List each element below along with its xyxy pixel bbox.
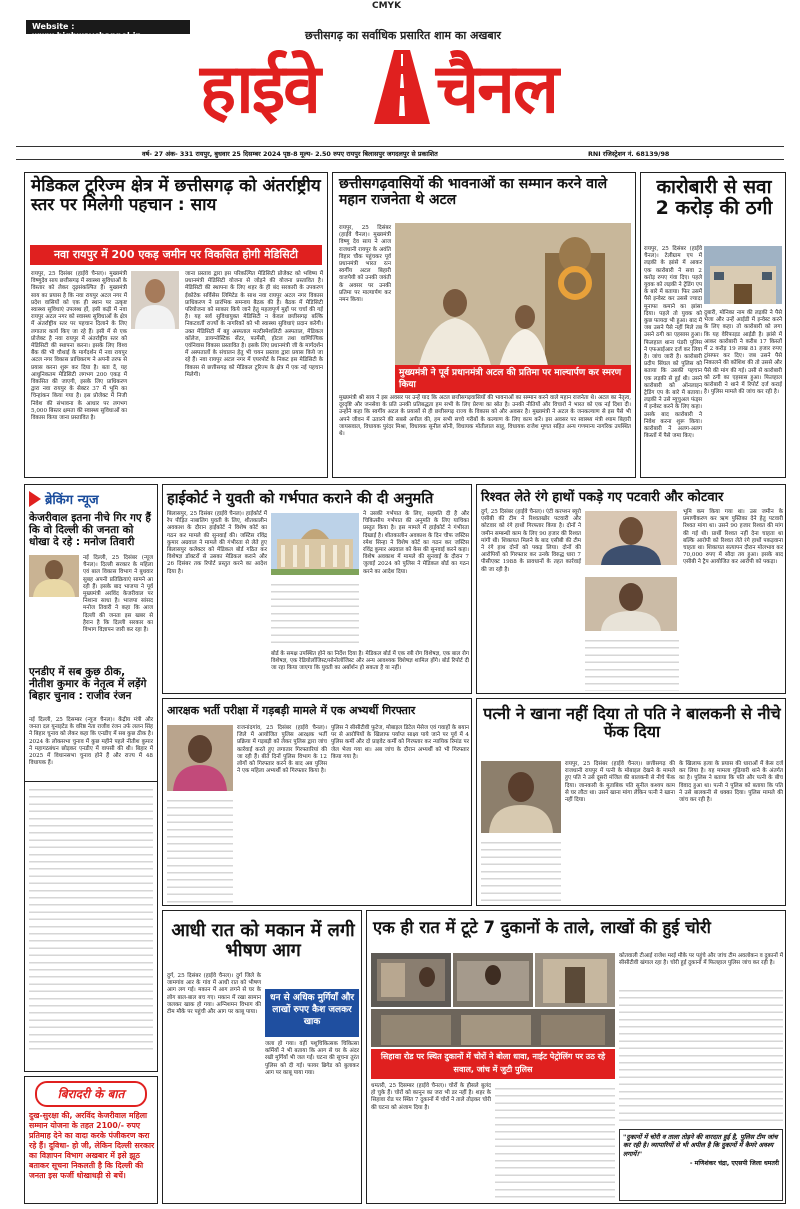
quote-box bbox=[619, 1129, 783, 1201]
story-highcourt bbox=[162, 484, 472, 694]
story-col-2: कोतवाली टीआई राजेश मरई मौके पर पहुंचे और जांच टीम अवलोकन व दुकानों में सीसीटीवी खंगाल रहा है। चोरी हुई दुकानों में फिलहाल पुलिस जांच कर रही है। bbox=[619, 953, 783, 967]
caption-text: सिहावा रोड पर स्थित दुकानों में चोरों ने बोला धावा, नाईट पेट्रोलिंग पर उठ रहे सवाल, जांच में जुटी पुलिस bbox=[380, 1052, 606, 1074]
story-col-1: धमतरी, 25 दिसम्बर (हाईवे चैनल)। चोरों के हौसले बुलंद हो चुके हैं। चोरों को कानून का जरा भी डर नहीं है। शहर के सिहावा रोड पर स्थित 7 दुकानों में चोरों ने ताले तोड़कर चोरी की घटना को अंजाम दिया है। bbox=[371, 1083, 491, 1111]
breaking-headline-1: केजरीवाल इतना नीचे गिर गए हैं कि वो दिल्ली की जनता को धोखा दे रहे : मनोज तिवारी bbox=[29, 512, 151, 548]
story-col-2: के खिलाफ हत्या के प्रयास की धाराओं में केस दर्ज कर लिया है। यह मामला गुढ़ियारी थाने के अंतर्गत का है। पुलिस ने बताया कि पति और पत्नी के बीच विवाद हुआ था। पत्नी ने पुलिस को बताया कि पति ने उसे बालकनी से धक्का दिया। पुलिस मामले की जांच कर रही है। bbox=[679, 761, 783, 804]
breaking-text-2-cont bbox=[29, 784, 153, 1054]
story-col-3: बोर्ड के समक्ष उपस्थित होने का निर्देश दिया है। मेडिकल बोर्ड में एक स्त्री रोग विशेषज्ञ, एक बाल रोग विशेषज्ञ, एक रेडियोलॉजिस्ट/सोनोलॉजिस्ट और अन्य आवश्यक विशेषज्ञ शामिल होंगे। बोर्ड रिपोर्ट दी जा रहा किया जाएगा कि युवती का अबॉर्शन हो सकता है या नहीं। bbox=[271, 651, 469, 672]
story-theft bbox=[366, 910, 786, 1204]
story-col-1b bbox=[167, 795, 233, 903]
headline: पत्नी ने खाना नहीं दिया तो पति ने बालकनी से नीचे फेंक दिया bbox=[483, 704, 781, 741]
highlight-text: धन से अधिक मुर्गियाँ और लाखों रुपए कैश जलकर खाक bbox=[269, 993, 355, 1027]
story-col-2: ने उसकी गर्भपात के लिए, सहमति दी है और चिकित्सीय गर्भपात की अनुमति के लिए याचिका प्रस्तुत किया है। इस मामले में हाईकोर्ट ने गंभीरता दिखाई है। शीतकालीन अवकाश के दिन चौफ जस्टिस रमेश सिन्हा ने विशेष कोर्ट का गठन कर जस्टिस रविंद्र कुमार अग्रवाल को केस की सुनवाई करने कहा। विशेष अवकाश में मामले की सुनवाई के दौरान 7 जुलाई 2024 को पुलिस ने मेडिकल बोर्ड का गठन करने का आदेश दिया। bbox=[363, 511, 469, 575]
shop-photo-1 bbox=[371, 953, 451, 1007]
headline: आरक्षक भर्ती परीक्षा में गड़बड़ी मामले में एक अभ्यर्थी गिरफ्तार bbox=[167, 704, 416, 717]
accused-photo-1 bbox=[167, 725, 233, 791]
highlight-box bbox=[265, 989, 359, 1037]
headline: आधी रात को मकान में लगी भीषण आग bbox=[171, 920, 355, 962]
story-col-1b bbox=[495, 1083, 615, 1201]
masthead bbox=[190, 40, 610, 140]
cm-portrait-photo bbox=[131, 271, 179, 329]
story-col-2b bbox=[619, 985, 783, 1125]
issue-line: वर्ष- 27 अंक- 331 रायपुर, बुधवार 25 दिसम्बर 2024 पृष्ठ-8 मूल्य- 2.50 रुपए रायपुर बिलासपुर जगदलपुर से प्रकाशित bbox=[142, 150, 438, 158]
manoj-tiwari-photo bbox=[29, 555, 79, 597]
story-col-2: जला हो गया। वहीं पशुचिकित्सक चिकित्सा कर्मियों ने भी बताया कि आग से घर के अंदर रखी मुर्गियाँ भी जल गईं। घटना की सूचना तुरंत पुलिस को दी गई। फायर ब्रिगेड को बुलाकर आग पर काबू पाया गया। bbox=[265, 1041, 359, 1076]
story-col-1b bbox=[585, 635, 679, 691]
quote-text: "दुकानों में चोरी व ताला तोड़ने की वारदात हुई है, पुलिस टीम जांच कर रही है। व्यापारियों से भी अपील है कि दुकानों में कैमरे अवश्य लगायें।" bbox=[623, 1133, 778, 1158]
breaking-text-1b bbox=[29, 601, 153, 665]
highcourt-photo bbox=[271, 513, 359, 575]
fraud-col-2: दुबारी, मोनिका नाम की लड़की ने पैसे भेजा और उन्हें आईडी में इन्वेस्ट करने के लिए कहा। तो कारोबारी को लगा कि यह वेरिफाइड आईडी है। झांसे में आकर कारोबारी ने करीब 17 किस्तों में 2 करोड़ 19 लाख 81 हजार रुपए ट्रांसफर कर दिए। जब उसने पैसे निकालने की कोशिश की तो उससे और पैसे की मांग की गई। उसी से कारोबारी को ठगी का एहसास हुआ। फिलहाल कारोबारी ने थाने में रिपोर्ट दर्ज कराई है। पुलिस मामले की जांच कर रही है। bbox=[704, 310, 782, 396]
story-col-2: मुख्यमंत्री श्री साय ने इस अवसर पर उन्हें याद कि अटल छत्तीसगढ़वासियों की भावनाओं का सम्मान करने वाले महान राजनेता थे। अटल का नेतृत्व, दूरदृष्टि और जनसेवा के प्रति उनकी प्रतिबद्धता हम सभी के लिए प्रेरणा का स्रोत है। उनकी नीतियों और विचारों ने भारत को एक नई दिशा दी। उन्होंने कहा कि स्वर्गीय अटल के प्रयासों से ही छत्तीसगढ़ राज्य के विकास को और अवसर है। मुख्यमंत्री ने अटल के जनकल्याण से इस पैसे भी अपने जीवन में उतारने की सबसे अपील की, हम सभी सच्चे गरीबों के कल्याण के लिए काम करें। इस अवसर पर स्वास्थ्य मंत्री श्याम बिहारी जायसवाल, विधायक पुरंदर मिश्रा, विधायक सुनील सोनी, विधायक मोतीलाल साहू, विधायक राजेश मूणत सहित अन्य गणमान्य नागरिक उपस्थित थे। bbox=[339, 395, 631, 438]
story-col-1: राजनांदगांव, 25 दिसंबर (हाईवे चैनल)। जिले में आयोजित पुलिस आरक्षक भर्ती प्रक्रिया में गड़बड़ी को लेकर पुलिस द्वारा जांच कार्रवाई करते हुए लगातार गिरफ्तारियां की जा रही हैं। बीते दिनों पुलिस विभाग के 12 लोगों को गिरफ्तार करने के बाद अब पुलिस ने एक महिला अभ्यर्थी को गिरफ्तार किया है। bbox=[237, 725, 327, 775]
accused-husband-photo bbox=[481, 761, 561, 833]
shop-photo-3 bbox=[535, 953, 615, 1007]
story-atal bbox=[332, 172, 636, 478]
shop-photo-4 bbox=[371, 1009, 615, 1047]
photo-caption bbox=[395, 365, 631, 393]
cmyk-mark: CMYK bbox=[372, 1, 402, 11]
breaking-label: ब्रेकिंग न्यूज bbox=[45, 493, 99, 508]
story-col-2: भूमि कम किया गया था। उस जमीन के प्रमाणीकरण कर ऋण पुस्तिका देने हेतु पटवारी रिश्वत मांगा था। उसने 90 हजार रिश्वत की मांग की गई थी। प्रार्थी रिश्वत नहीं देना चाहता था बल्कि आरोपी को रिश्वत लेते रंगे हाथों पकड़वाना चाहता था। शिकायत सत्यापन दौरान मोलभाव कर 70,000 रुपए में सौदा तय हुआ। इसके बाद एसीबी ने ट्रैप आयोजित कर आरोपी को पकड़ा। bbox=[683, 509, 783, 566]
headline: एक ही रात में टूटे 7 दुकानों के ताले, लाखों की हुई चोरी bbox=[373, 918, 711, 937]
story-col-1: बिलासपुर, 25 दिसंबर (हाईवे चैनल)। हाईकोर्ट में रेप पीड़ित नाबालिग युवती के लिए, शीतकालीन अवकाश के दौरान हाईकोर्ट ने विशेष कोर्ट का गठन कर मामले की सुनवाई की। जस्टिस रविंद्र कुमार अग्रवाल ने मामले की गंभीरता से लेते हुए बिलासपुर कलेक्टर को मेडिकल बोर्ड गठित कर विशेषज्ञ डॉक्टरों से उसका मेडिकल कराने और 26 दिसंबर तक रिपोर्ट प्रस्तुत करने का आदेश दिया है। bbox=[167, 511, 267, 575]
patwari-photo bbox=[585, 511, 677, 565]
headline: हाईकोर्ट ने युवती को गर्भपात कराने की दी अनुमति bbox=[167, 491, 434, 507]
headline: छत्तीसगढ़वासियों की भावनाओं का सम्मान करने वाले महान राजनेता थे अटल bbox=[339, 176, 608, 208]
story-recruitment bbox=[162, 698, 472, 906]
ad-biradari bbox=[24, 1076, 158, 1204]
masthead-word-2: चैनल bbox=[436, 50, 558, 129]
kotwar-photo bbox=[585, 577, 677, 631]
breaking-label-box bbox=[29, 489, 153, 509]
road-logo-icon bbox=[372, 46, 432, 126]
story-col-2b bbox=[271, 579, 359, 649]
story-col-2: जाना प्रस्ताव द्वारा इस परिकल्पित मेडिसिटी प्रोजेक्ट को भविष्य में प्रधानमंत्री मेडिसिटी योजना से जोड़ने की योजना प्रस्तावित है। मेडिसिटी की स्थापना के लिए शहर के ही बंद सरकारी के उपकरण ईकोटेक सर्विसेस लिमिटेड के साथ नवा रायपुर अटल नगर विकास प्राधिकरण ने प्रारंभिक समन्वय बैठक की है। बैठक में मेडिसिटी परियोजना को साकार किये जाने हेतु महत्वपूर्ण मुद्दों पर चर्चा की गई है। यह सर्व सुविधायुक्त मेडिसिटी न केवल छत्तीसगढ़ बल्कि निकटवर्ती राज्यों के नागरिकों को भी स्वास्थ्य सुविधाएं प्रदान करेगी। उक्त मेडिसिटी में बहु अस्पताल मल्टीस्पेशलिटी अस्पताल, मेडिकल कॉलेज, डायग्नोस्टिक सेंटर, फार्मेसी, होटल तथा वाणिज्यिक एवंनिवास विकास प्रस्तावित है। इसके लिए प्रधानमंत्री जी के मार्गदर्शन में अस्पतालों के संचालन हेतु भी चयन प्रस्ताव द्वारा प्रयास किये जा रहे हैं। नवा रायपुर अटल नगर में एयरपोर्ट के निकट इस मेडिसिटी के विकास से छत्तीसगढ़ को मेडिकल टूरिज्म के क्षेत्र में एक नई पहचान मिलेगी। bbox=[185, 271, 323, 378]
ad-lines: दुख-सुरक्षा की, अरविंद केजरीवाल महिला सम्मान योजना के तहत 2100/- रुपए प्रतिमाह देने का वादा करके पंजीकरण करा रहे हैं। दुविधा- हो जी, लेकिन दिल्ली सरकार का विज्ञापन विभाग अखबार में इसे झूठ बताकर सूचना निकलती है कि दिल्ली की जनता इस फर्जी धोखाधड़ी से बचें। bbox=[29, 1111, 155, 1180]
subhead: नवा रायपुर में 200 एकड़ जमीन पर विकसित होगी मेडिसिटी bbox=[53, 248, 299, 261]
fraud-col-1: रायपुर, 25 दिसंबर (हाईवे चैनल)। टेलीग्राम एप में लड़की के झांसे में आकर एक कारोबारी ने सवा 2 करोड़ रुपए गंवा दिए। पहले युवक को लड़की ने ट्रेडिंग एप के बारे में बताया। फिर उसमें पैसे इन्वेस्ट कर उससे ज्यादा मुनाफा कमाने का झांसा दिया। पहले तो युवक को कुछ फायदा भी हुआ। बाद में जब उसने पैसे नहीं मिले तब उसने ठगी का एहसास हुआ। फिलहाल थाना पंडरी पुलिस ने एफआईआर दर्ज कर लिया है। जांच जारी है। कारोबारी प्रदीप सिंघल को पुलिस को बताया कि उसकी पहचान एक लड़की से हुई थी। उसने कारोबारी को ऑनलाइन ट्रेडिंग एप के बारे में बताया। लड़की ने उसे म्युचुअल फंड्स में इन्वेस्ट करने के लिए कहा। उसके बाद कारोबारी ने निवेश करना शुरू किया। कारोबारी ने अलग-अलग किस्तों में पैसे जमा किए। bbox=[644, 246, 702, 440]
breaking-text-1: नई दिल्ली, 25 दिसंबर (न्यूज चैनल)। दिल्ली सरकार के महिला एवं बाल विकास विभाग ने बुधवार सुबह अपनी प्रतिक्रियाएं सामने आ रही हैं। इसके बाद भाजपा ने पूर्व मुख्यमंत्री अरविंद केजरीवाल पर निशाना साधा है। भाजपा सांसद मनोज तिवारी ने कहा कि आज दिल्ली की जनता इस खबर से हैरान है कि दिल्ली सरकार का विभाग विज्ञापन जारी कर रहा है। bbox=[83, 555, 153, 634]
story-col-2: पुलिस ने सीसीटीवी फुटेज, मोबाइल डिटेल मेसेज एवं गवाहों के बयान पर से आरोपियों के खिलाफ पर्याप्त साक्ष्य पाये जाने पर पूर्व में 4 पुलिस कर्मी और दो प्राइवेट कर्मी को गिरफ्तार कर न्यायिक रिमांड पर जेल भेजा गया था। अब जांच के दौरान अभ्यर्थी को भी गिरफ्तार किया गया है। bbox=[331, 725, 469, 760]
subhead-banner bbox=[30, 245, 322, 265]
arrow-icon bbox=[29, 491, 41, 507]
quote-by: - मणिशंकर चंद्रा, एएसपी जिला धमतरी bbox=[689, 1160, 779, 1168]
story-bribery bbox=[476, 484, 786, 694]
story-col-1: रायपुर, 25 दिसंबर (हाईवे चैनल)। छत्तीसगढ़ की राजधानी रायपुर में पत्नी के मोबाइल देखने के मामले हुए पति ने उसे दूसरी मंजिल की बालकनी से नीचे फेंक दिया। जानकारी के मुताबिक पति सुनील कश्यप काम से घर लौटा था। उसने खाना मांगा लेकिन पत्नी ने खाना नहीं दिया। bbox=[565, 761, 675, 804]
headline: रिश्वत लेते रंगे हाथों पकड़े गए पटवारी और कोटवार bbox=[481, 490, 724, 505]
story-fire bbox=[162, 910, 362, 1204]
ad-title: बिरादरी के बात bbox=[35, 1081, 147, 1107]
breaking-news bbox=[24, 484, 158, 782]
headline: कारोबारी से सवा 2 करोड़ की ठगी bbox=[655, 176, 773, 220]
shop-photo-2 bbox=[453, 953, 533, 1007]
breaking-text-2: नई दिल्ली, 25 दिसम्बर (न्यूज चैनल)। केंद्रीय मंत्री और जनता दल यूनाइटेड के वरिष्ठ नेता राजीव रंजन उर्फ ललन सिंह ने बिहार चुनाव को लेकर कहा कि एनडीए में सब कुछ ठीक है। 2024 के लोकसभा चुनाव में कुछ महीने पहले नीतीश कुमार ने महागठबंधन छोड़कर एनडीए में वापसी की थी। बिहार में 2025 में विधानसभा चुनाव होने हैं और राज्य में 48 विधायक हैं। bbox=[29, 717, 153, 767]
statue-photo bbox=[395, 223, 631, 385]
masthead-word-1: हाईवे bbox=[200, 50, 319, 129]
issue-bar bbox=[16, 146, 784, 160]
story-col-1b bbox=[481, 837, 561, 903]
story-col-1: दुर्ग, 25 दिसंबर (हाईवे चैनल)। दुर्ग जिले के जामगांव आर के गांव में आधी रात को भीषण आग लग गई। मकान में आग लगने से घर के लोग बाल-बाल बच गए। मकान में रखा सामान जलकर खाक हो गया। अग्निशमन विभाग की टीम मौके पर पहुंची और आग पर काबू पाया। bbox=[167, 973, 261, 1016]
website-label[interactable]: Website : www.highwaychannel.in bbox=[26, 20, 190, 34]
theft-caption bbox=[371, 1049, 615, 1079]
rni-number: RNI रजिस्ट्रेशन नं. 68139/98 bbox=[588, 150, 670, 158]
story-col-1: दुर्ग, 25 दिसंबर (हाईवे चैनल)। एंटी करप्शन ब्यूरो एसीबी की टीम ने रिश्वतखोर पटवारी और कोटवार को रंगे हाथों गिरफ्तार किया है। दोनों ने जमीन सम्बन्धी काम के लिए 90 हजार की रिश्वत मांगी थी। शिकायत मिलने के बाद एसीबी की टीम ने रंगे हाथ दोनों को पकड़ लिया। दोनों की आरोपियों को गिरफ्तार कर उनके विरुद्ध धारा 7 पीसीएक्ट 1988 के प्रावधानों के तहत कार्रवाई की जा रही है। bbox=[481, 509, 581, 573]
tagline: छत्तीसगढ़ का सर्वाधिक प्रसारित शाम का अखबार bbox=[304, 29, 502, 42]
story-col-1: रायपुर, 25 दिसंबर (हाईवे चैनल)। मुख्यमंत्री विष्णु देव साय ने आज राजधानी रायपुर के अवंति विहार चौक पहुंचकर पूर्व प्रधानमंत्री भारत रत्न स्वर्गीय अटल बिहारी वाजपेयी को उनकी जयंती के अवसर पर उनकी प्रतिमा पर माल्यार्पण कर नमन किया। bbox=[339, 225, 391, 304]
caption-text: मुख्यमंत्री ने पूर्व प्रधानमंत्री अटल की प्रतिमा पर माल्यार्पण कर स्मरण किया bbox=[399, 368, 622, 390]
headline: मेडिकल टूरिज्म क्षेत्र में छत्तीसगढ़ को अंतर्राष्ट्रीय स्तर पर मिलेगी पहचान : साय bbox=[31, 176, 321, 216]
fraud-text-area bbox=[642, 246, 784, 476]
top-bar bbox=[0, 0, 800, 14]
breaking-news-cont bbox=[24, 782, 158, 1072]
breaking-headline-2: एनडीए में सब कुछ ठीक, नीतीश कुमार के नेतृत्व में लड़ेंगे बिहार चुनाव : राजीव रंजन bbox=[29, 666, 147, 702]
story-col-1: रायपुर, 25 दिसंबर (हाईवे चैनल)। मुख्यमंत्री विष्णुदेव साय छत्तीसगढ़ में स्वास्थ्य सुविधाओं के विस्तार को लेकर दृढ़संकल्पित हैं। मुख्यमंत्री साय का प्रयास है कि नवा रायपुर अटल नगर में प्रदेश वासियों को एक ही स्थान पर उत्कृष्ट स्वास्थ्य सुविधाएं उपलब्ध हों, इसी कड़ी में नवा रायपुर अटल नगर को स्वास्थ्य सुविधाओं के क्षेत्र में अंतर्राष्ट्रीय स्तर पर पहचान दिलाने के लिए लगातार कार्य किए जा रहे हैं। इसी में से एक प्रोजेक्ट है नवा रायपुर में अंतर्राष्ट्रीय स्तर को मेडिसिटी की स्थापना करना। इसके लिए विश्व बैंक की भी चौथाई के मार्गदर्शन में नवा रायपुर अटल नगर विकास प्राधिकरण ने अपनी तरफ से प्रयास करना शुरू कर दिया है। बता दें, यह आधुनिकतम मेडिसिटी लगभग 200 एकड़ में विकसित की जाएगी, इसके लिए प्राधिकरण द्वारा नवा रायपुर के सेक्टर 37 में भूमि का चिन्हांकन किया गया है। इस प्रोजेक्ट में निजी निवेश की संभावना के आधार पर लगभग 5,000 बिस्तर क्षमता की स्वास्थ्य सुविधाओं का विकास किया जाना प्रस्तावित है। bbox=[31, 271, 127, 422]
story-medical-tourism bbox=[24, 172, 328, 478]
story-balcony bbox=[476, 698, 786, 906]
